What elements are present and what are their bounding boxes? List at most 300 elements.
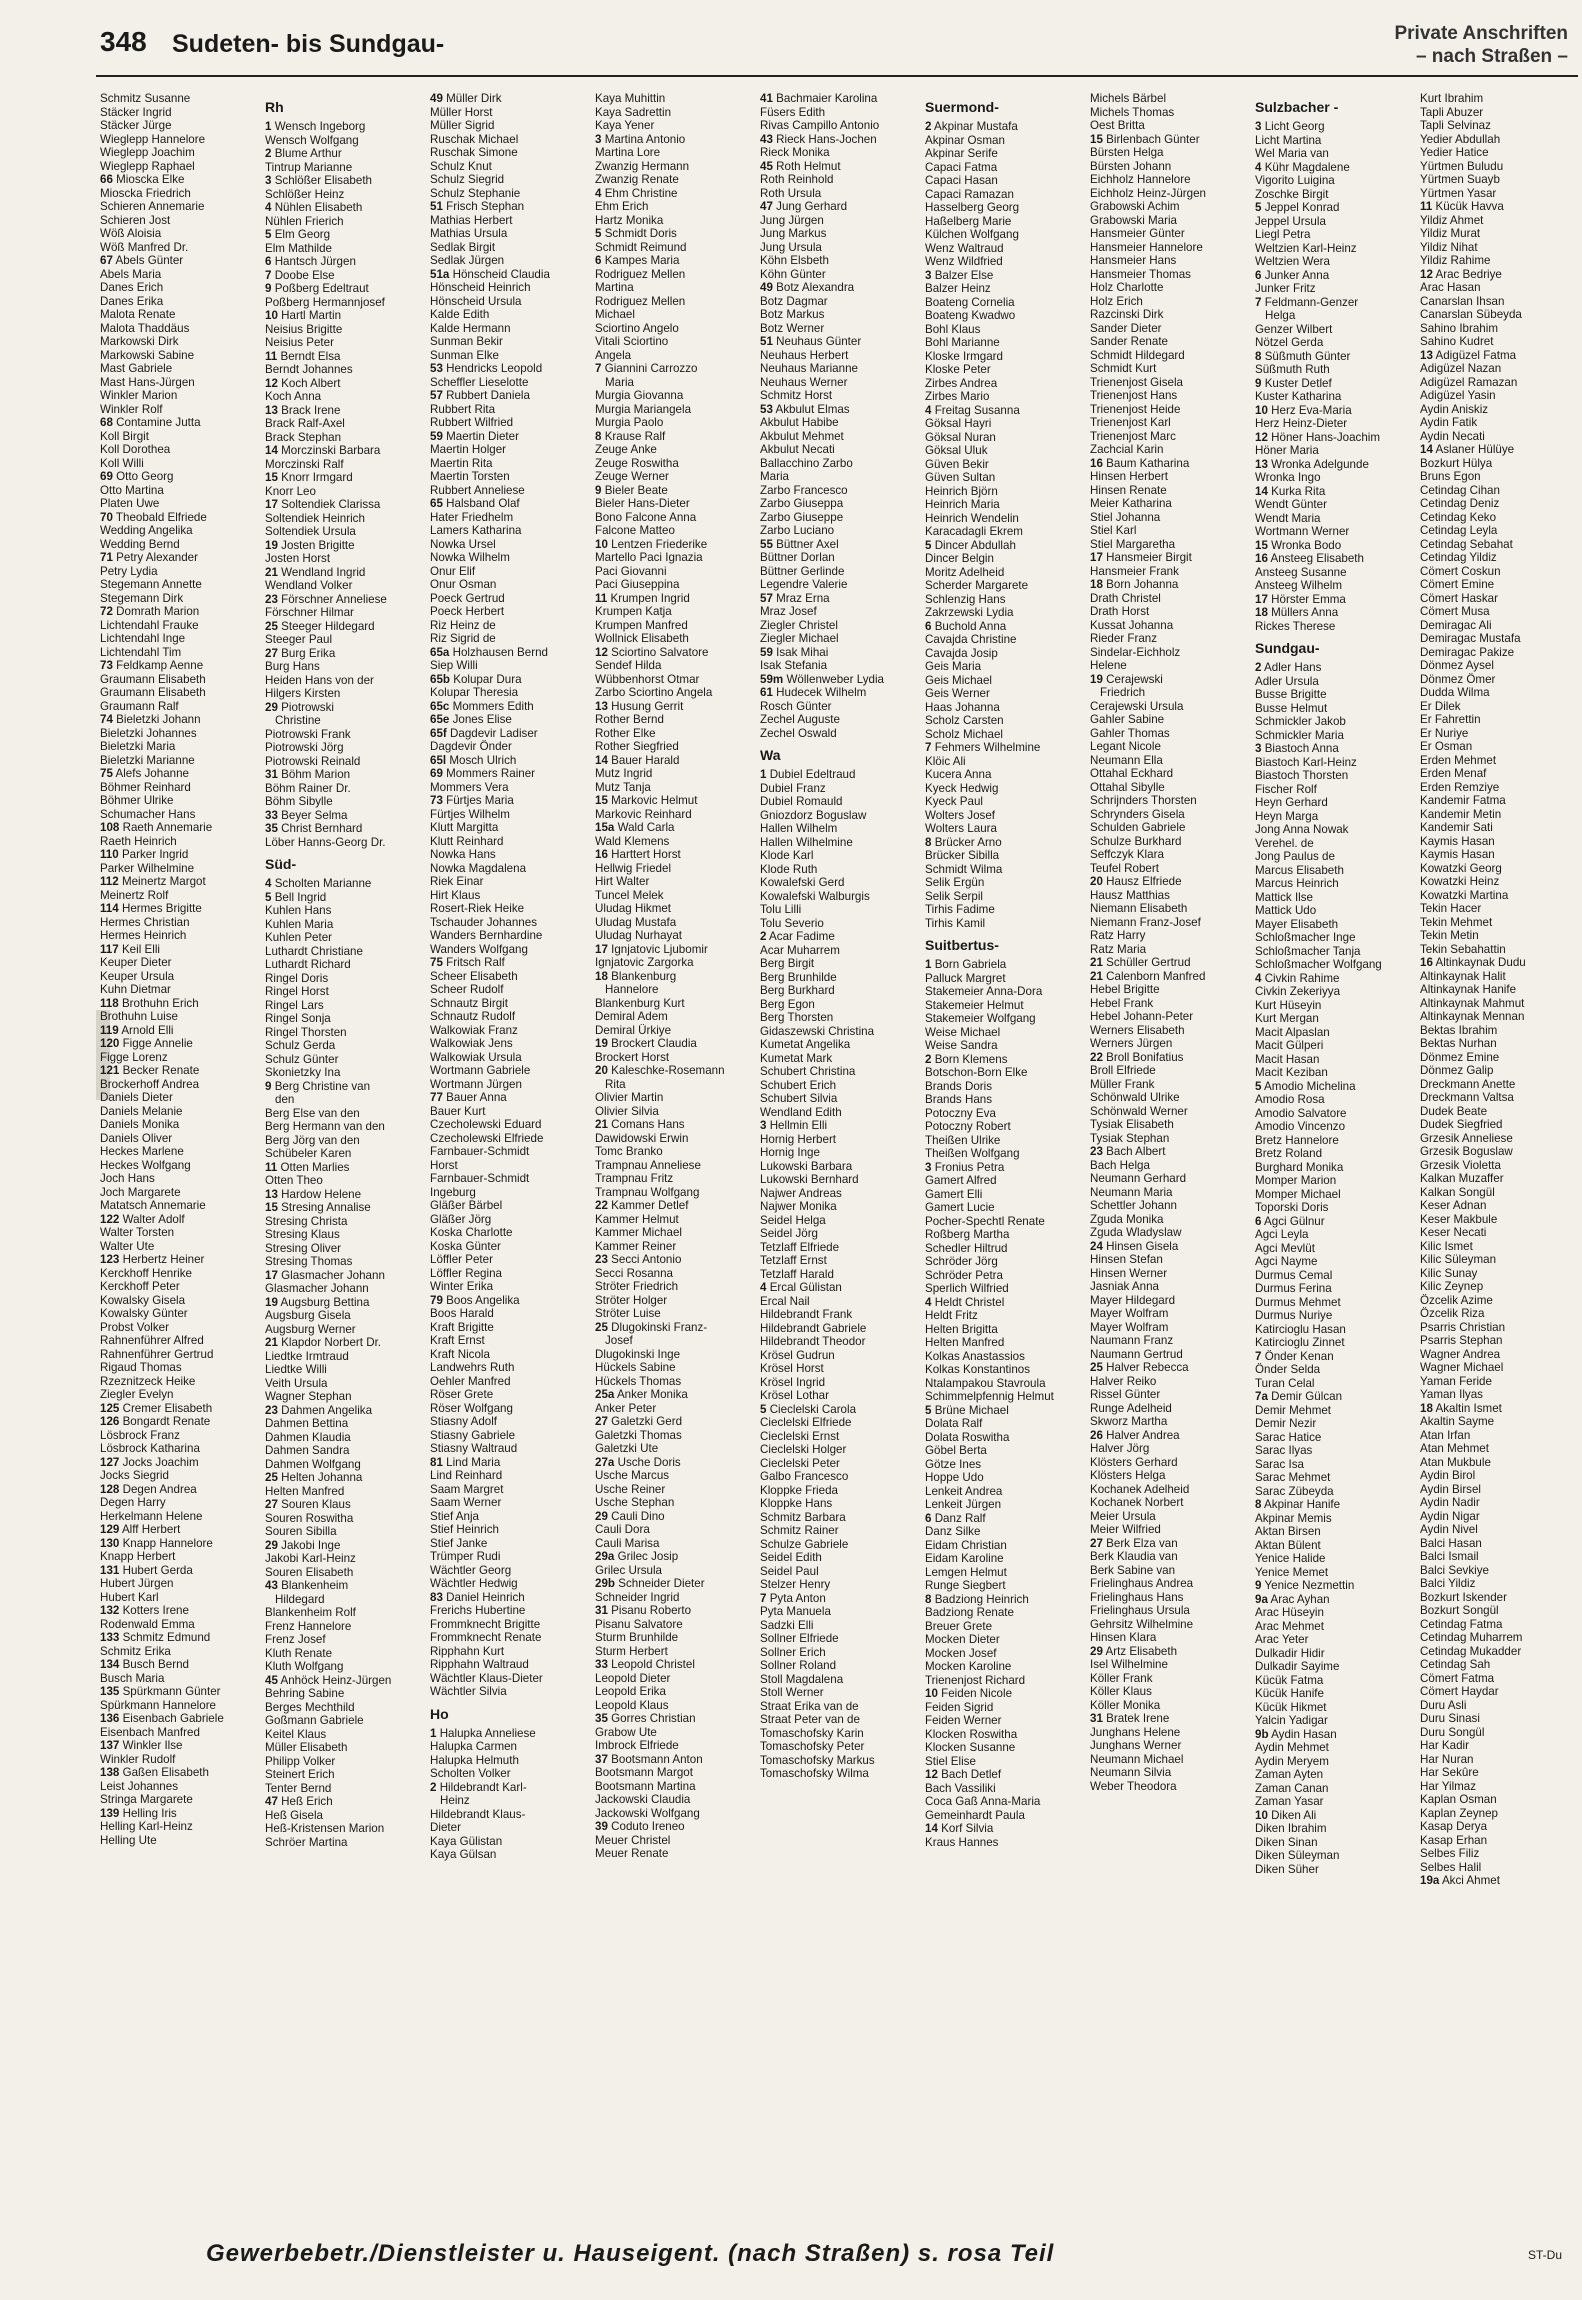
directory-entry: Zirbes Mario — [925, 390, 990, 403]
directory-entry: Aydin Aniskiz — [1420, 402, 1489, 416]
directory-entry — [100, 1564, 259, 1578]
resident-name: Adler Hans — [1264, 661, 1322, 674]
house-number: 9 — [1255, 1579, 1262, 1592]
directory-entry: Gläßer Bärbel — [430, 1199, 503, 1212]
directory-entry: Grilec Ursula — [595, 1563, 662, 1577]
directory-entry: Soltendiek Ursula — [265, 525, 356, 538]
directory-entry — [1090, 1240, 1249, 1254]
directory-entry — [595, 754, 754, 768]
directory-entry: Lichtendahl Frauke — [100, 618, 199, 632]
directory-entry: Heinrich Wendelin — [925, 511, 1019, 525]
house-number: 8 — [1255, 349, 1262, 363]
street-heading: Ho — [430, 1705, 449, 1722]
directory-entry: Luthardt Christiane — [265, 944, 363, 958]
directory-entry: Durmus Ferina — [1255, 1282, 1332, 1295]
house-number: 17 — [1255, 592, 1268, 606]
directory-entry — [265, 269, 424, 283]
directory-entry: Sarac Zübeyda — [1255, 1484, 1334, 1498]
house-number: 12 — [1255, 430, 1268, 444]
directory-entry: Scholten Volker — [430, 1767, 511, 1780]
resident-name: Boos Angelika — [446, 1293, 520, 1307]
directory-entry: Bozkurt Songül — [1420, 1604, 1499, 1617]
directory-entry — [265, 404, 424, 418]
directory-entry: Dreckmann Anette — [1420, 1077, 1516, 1091]
directory-entry — [100, 470, 259, 484]
house-number: 18 — [1255, 606, 1268, 619]
directory-entry: Winkler Marion — [100, 389, 178, 402]
directory-entry: Scholz Carsten — [925, 714, 1004, 727]
directory-entry: Schlenzig Hans — [925, 592, 1006, 606]
directory-entry: Wöß Manfred Dr. — [100, 240, 189, 254]
directory-entry: Leopold Erika — [595, 1685, 666, 1698]
directory-entry: Neumann Gerhard — [1090, 1172, 1187, 1185]
house-number: 9b — [1255, 1727, 1269, 1741]
resident-name: Grilec Josip — [617, 1550, 679, 1563]
resident-name: Born Gabriela — [934, 958, 1007, 971]
directory-entry — [1090, 1712, 1249, 1726]
house-number: 17 — [1090, 551, 1103, 564]
directory-entry: Mast Gabriele — [100, 362, 173, 375]
directory-entry: Wagner Stephan — [265, 1390, 352, 1403]
directory-entry: Adigüzel Yasin — [1420, 389, 1496, 402]
directory-entry: Grzesik Violetta — [1420, 1158, 1501, 1172]
directory-entry: Krumpen Manfred — [595, 618, 688, 632]
directory-entry: Hermes Heinrich — [100, 929, 187, 942]
directory-entry: Knapp Herbert — [100, 1550, 176, 1563]
house-number: 41 — [760, 92, 773, 105]
house-number: 59 — [760, 645, 773, 659]
directory-entry: Dubiel Romauld — [760, 795, 843, 808]
directory-entry: Dawidowski Erwin — [595, 1131, 689, 1145]
directory-entry: Ströter Holger — [595, 1293, 668, 1307]
directory-entry: Bohl Marianne — [925, 336, 1000, 349]
resident-name: Gorres Christian — [611, 1712, 696, 1725]
directory-entry — [1420, 443, 1579, 457]
directory-entry: Heyn Marga — [1255, 809, 1319, 823]
directory-entry: Kücük Hanife — [1255, 1687, 1324, 1700]
directory-entry: Walter Torsten — [100, 1226, 175, 1239]
directory-entry — [1255, 485, 1414, 499]
directory-entry: Er Osman — [1420, 740, 1473, 753]
resident-name: Schmitz Edmund — [122, 1631, 211, 1644]
resident-name: Calenborn Manfred — [1106, 969, 1206, 983]
directory-entry: Lind Reinhard — [430, 1469, 503, 1482]
directory-entry: Keser Adnan — [1420, 1199, 1487, 1212]
directory-entry: Trienenjost Karl — [1090, 416, 1171, 429]
house-number: 8 — [925, 835, 932, 849]
directory-entry: Sarac Ilyas — [1255, 1444, 1313, 1457]
directory-entry — [430, 92, 589, 106]
directory-entry: Seidel Edith — [760, 1551, 822, 1564]
directory-entry: Liedtke Irmtraud — [265, 1349, 349, 1363]
directory-entry: Atan Mehmet — [1420, 1442, 1489, 1455]
directory-entry: Wübbenhorst Otmar — [595, 672, 700, 686]
directory-entry: Scherder Margarete — [925, 579, 1029, 592]
directory-entry: Schmidt Kurt — [1090, 362, 1157, 375]
resident-name: Glasmacher Johann — [281, 1268, 385, 1282]
house-number: 8 — [595, 429, 602, 443]
directory-entry — [1255, 161, 1414, 175]
directory-entry: Stäcker Jürge — [100, 119, 172, 132]
directory-entry: Rieder Franz — [1090, 632, 1158, 645]
directory-entry: Zguda Wladyslaw — [1090, 1226, 1182, 1239]
directory-entry: Kolkas Anastassios — [925, 1349, 1025, 1363]
directory-entry: Stelzer Henry — [760, 1578, 831, 1591]
directory-entry: Lukowski Bernhard — [760, 1173, 859, 1186]
directory-entry: Göbel Berta — [925, 1444, 987, 1457]
resident-name: Comans Hans — [611, 1118, 685, 1131]
house-number: 17 — [595, 942, 608, 956]
resident-name: Roth Helmut — [776, 159, 841, 173]
directory-entry: Schlößer Heinz — [265, 187, 345, 201]
directory-entry: Helten Manfred — [925, 1336, 1005, 1349]
directory-entry: Kücük Fatma — [1255, 1673, 1324, 1687]
house-number: 23 — [595, 1253, 608, 1266]
directory-entry: Niemann Elisabeth — [1090, 902, 1188, 915]
directory-entry — [595, 1658, 754, 1672]
resident-name: Gaßen Elisabeth — [122, 1766, 209, 1779]
directory-entry: Bretz Roland — [1255, 1147, 1323, 1160]
directory-entry — [925, 1593, 1084, 1607]
directory-entry: Cömert Musa — [1420, 605, 1490, 618]
directory-entry — [100, 1064, 259, 1078]
directory-entry: Halver Reiko — [1090, 1374, 1157, 1388]
directory-entry: Schönwald Ulrike — [1090, 1091, 1180, 1104]
resident-name: Usche Doris — [617, 1455, 681, 1469]
resident-name: Cauli Dino — [611, 1509, 665, 1523]
directory-entry: Tomaschofsky Wilma — [760, 1767, 869, 1780]
directory-entry: Tschauder Johannes — [430, 915, 537, 929]
resident-name: Ignjatovic Ljubomir — [611, 942, 708, 956]
directory-entry: Zeuge Anke — [595, 443, 657, 456]
resident-name: Müller Dirk — [446, 92, 502, 105]
directory-entry: Durmus Mehmet — [1255, 1295, 1341, 1309]
directory-entry — [430, 1456, 589, 1470]
directory-entry: Koll Dorothea — [100, 443, 171, 456]
directory-entry — [595, 1820, 754, 1834]
directory-entry: Kasap Erhan — [1420, 1833, 1488, 1847]
directory-entry: Rodriguez Mellen — [595, 267, 686, 281]
directory-column-6 — [921, 92, 1086, 2222]
resident-name: Eisenbach Gabriele — [122, 1712, 224, 1725]
directory-entry: Höner Maria — [1255, 444, 1319, 457]
directory-entry — [1420, 1874, 1579, 1888]
resident-name: Scholten Marianne — [274, 877, 372, 890]
directory-entry: Walkowiak Jens — [430, 1037, 513, 1050]
directory-entry — [265, 877, 424, 891]
directory-entry — [265, 1579, 424, 1593]
resident-name: Fehmers Wilhelmine — [934, 741, 1041, 754]
resident-name: Anhöck Heinz-Jürgen — [280, 1673, 392, 1687]
directory-entry: Usche Stephan — [595, 1496, 675, 1509]
directory-entry: Ströter Luise — [595, 1307, 661, 1320]
resident-name: Martina Antonio — [604, 132, 686, 146]
directory-entry: Arac Hasan — [1420, 281, 1481, 294]
house-number: 7a — [1255, 1390, 1268, 1403]
directory-entry — [595, 187, 754, 201]
directory-entry: Ansteeg Wilhelm — [1255, 579, 1342, 592]
resident-name: Mosch Ulrich — [449, 753, 517, 767]
directory-entry: Weber Theodora — [1090, 1779, 1177, 1793]
directory-entry: Amodio Rosa — [1255, 1093, 1325, 1106]
directory-entry: Frerichs Hubertine — [430, 1604, 526, 1617]
directory-entry — [595, 1577, 754, 1591]
section-title-line1: Private Anschriften — [1394, 23, 1568, 44]
directory-entry: Berges Mechthild — [265, 1700, 355, 1714]
directory-entry: Berndt Johannes — [265, 363, 353, 376]
directory-entry — [265, 174, 424, 188]
directory-entry: Roßberg Martha — [925, 1228, 1010, 1241]
directory-entry: Mast Hans-Jürgen — [100, 375, 195, 389]
directory-entry: Ziegler Christel — [760, 618, 838, 632]
directory-entry: Meinertz Rolf — [100, 888, 169, 902]
directory-entry: Cieclelski Elfriede — [760, 1416, 852, 1429]
directory-entry — [1255, 1498, 1414, 1512]
directory-entry: Tekin Sebahattin — [1420, 942, 1506, 956]
directory-entry: Botschon-Born Elke — [925, 1066, 1028, 1079]
directory-entry: Pisanu Salvatore — [595, 1617, 683, 1631]
house-number: 75 — [430, 956, 443, 969]
house-number: 6 — [265, 255, 272, 268]
directory-entry: Wedding Bernd — [100, 537, 180, 551]
directory-entry: Zeuge Werner — [595, 470, 669, 483]
resident-name: Jones Elise — [452, 713, 512, 726]
directory-entry: Wanders Wolfgang — [430, 942, 528, 956]
directory-entry — [100, 551, 259, 565]
directory-entry — [1255, 1080, 1414, 1094]
directory-entry: Civkin Zekeriyya — [1255, 985, 1341, 998]
directory-entry: Runge Siegbert — [925, 1579, 1006, 1592]
directory-entry — [925, 1512, 1084, 1526]
directory-entry: Gahler Thomas — [1090, 726, 1170, 740]
directory-entry: Hebel Frank — [1090, 996, 1154, 1010]
directory-entry: Sindelar-Eichholz — [1090, 645, 1181, 659]
directory-entry: Augsburg Gisela — [265, 1309, 351, 1322]
directory-entry: Naumann Gertrud — [1090, 1347, 1183, 1361]
directory-entry-continuation: Hannelore — [605, 983, 659, 996]
directory-entry: Mutz Ingrid — [595, 767, 653, 780]
directory-entry — [1090, 1537, 1249, 1551]
directory-entry: Mattick Udo — [1255, 904, 1317, 917]
directory-entry: Dlugokinski Inge — [595, 1347, 681, 1361]
directory-entry — [1420, 349, 1579, 363]
directory-entry — [1255, 431, 1414, 445]
directory-entry — [265, 593, 424, 607]
directory-entry — [595, 794, 754, 808]
directory-entry — [925, 120, 1084, 134]
resident-name: Cremer Elisabeth — [122, 1401, 213, 1415]
directory-entry: Sendef Hilda — [595, 659, 662, 672]
resident-name: Bauer Harald — [611, 753, 680, 767]
resident-name: Lind Maria — [446, 1455, 501, 1469]
directory-entry: Kraft Ernst — [430, 1334, 485, 1347]
directory-entry: Legant Nicole — [1090, 740, 1161, 753]
directory-entry: Hinsen Renate — [1090, 483, 1167, 497]
directory-entry — [925, 620, 1084, 634]
directory-entry: Sollner Roland — [760, 1659, 837, 1672]
directory-entry: Canarslan Sübeyda — [1420, 308, 1522, 321]
resident-name: Isak Mihai — [776, 645, 829, 659]
directory-entry: Kloppke Hans — [760, 1497, 833, 1510]
directory-entry: Sunman Elke — [430, 348, 499, 362]
directory-entry — [100, 1739, 259, 1753]
directory-entry — [265, 1336, 424, 1350]
house-number: 13 — [265, 1187, 278, 1201]
directory-entry: Winter Erika — [430, 1280, 494, 1293]
directory-entry: Botz Werner — [760, 321, 825, 335]
directory-entry — [100, 713, 259, 727]
directory-entry — [1090, 1361, 1249, 1375]
directory-entry — [430, 754, 589, 768]
directory-entry: Brockerhoff Andrea — [100, 1077, 200, 1091]
directory-entry: Tomc Branko — [595, 1145, 663, 1158]
directory-entry: Wagner Michael — [1420, 1361, 1504, 1374]
street-heading: Sundgau- — [1255, 640, 1320, 656]
directory-entry: Bürsten Helga — [1090, 146, 1164, 159]
resident-name: Korf Silvia — [941, 1822, 994, 1835]
directory-entry: Isel Wilhelmine — [1090, 1658, 1168, 1671]
directory-entry: Göksal Hayri — [925, 417, 992, 430]
directory-entry: Kumetat Mark — [760, 1051, 833, 1065]
directory-entry: Otto Martina — [100, 483, 164, 497]
house-number: 135 — [100, 1685, 120, 1698]
directory-entry — [760, 92, 919, 106]
directory-entry: Sollner Elfriede — [760, 1632, 839, 1645]
resident-name: Walter Adolf — [122, 1212, 185, 1226]
directory-entry: Stakemeier Helmut — [925, 998, 1024, 1012]
directory-entry: Gläßer Jörg — [430, 1212, 492, 1226]
directory-entry — [1090, 457, 1249, 471]
directory-entry: Saam Werner — [430, 1496, 502, 1509]
resident-name: Kampes Maria — [604, 254, 680, 267]
directory-entry — [265, 228, 424, 242]
directory-entry: Rubbert Rita — [430, 402, 496, 416]
resident-name: Hansmeier Birgit — [1106, 551, 1192, 564]
directory-entry: Schübeler Karen — [265, 1147, 352, 1160]
directory-entry: Sturm Brunhilde — [595, 1631, 679, 1644]
directory-entry — [430, 1781, 589, 1795]
directory-entry: Ottahal Sibylle — [1090, 780, 1165, 794]
directory-entry: Kaymis Hasan — [1420, 848, 1495, 861]
house-number: 119 — [100, 1023, 119, 1037]
directory-entry — [100, 1523, 259, 1537]
directory-entry: Zwanzig Hermann — [595, 159, 690, 173]
directory-entry: Badziong Renate — [925, 1606, 1014, 1619]
directory-entry: Roth Reinhold — [760, 173, 834, 186]
directory-entry: Daniels Monika — [100, 1118, 180, 1131]
directory-entry: Kolkas Konstantinos — [925, 1363, 1031, 1376]
directory-entry — [100, 821, 259, 835]
directory-entry: Haßelberg Marie — [925, 214, 1012, 228]
directory-entry: Sperlich Wilfried — [925, 1282, 1009, 1295]
resident-name: Theobald Elfriede — [115, 510, 207, 524]
directory-entry: Maertin Holger — [430, 443, 507, 456]
directory-entry: Macit Keziban — [1255, 1066, 1328, 1079]
house-number: 13 — [595, 699, 608, 713]
directory-entry: Kussat Johanna — [1090, 618, 1174, 632]
house-number: 3 — [760, 1119, 767, 1132]
directory-entry: Najwer Andreas — [760, 1186, 842, 1200]
directory-entry: Akpinar Memis — [1255, 1511, 1332, 1525]
directory-entry: Markovic Reinhard — [595, 807, 692, 821]
resident-name: Becker Renate — [122, 1064, 200, 1077]
directory-entry: Zarbo Francesco — [760, 483, 848, 497]
resident-name: Hendricks Leopold — [446, 362, 543, 375]
directory-entry: Mraz Josef — [760, 605, 817, 618]
directory-entry: Zguda Monika — [1090, 1212, 1164, 1226]
directory-entry: Behring Sabine — [265, 1687, 345, 1700]
directory-entry: Berk Sabine van — [1090, 1563, 1176, 1577]
directory-entry: Schröder Petra — [925, 1268, 1003, 1282]
directory-entry — [1255, 593, 1414, 607]
directory-entry: Tenter Bernd — [265, 1781, 332, 1795]
directory-entry: Köller Monika — [1090, 1698, 1161, 1712]
directory-entry: Rosert-Riek Heike — [430, 902, 525, 915]
directory-entry: Demir Nezir — [1255, 1417, 1317, 1430]
directory-entry: Selbes Filiz — [1420, 1847, 1480, 1860]
directory-entry — [1420, 268, 1579, 282]
house-number: 4 — [265, 201, 272, 214]
house-number: 1 — [265, 120, 272, 133]
directory-entry — [265, 566, 424, 580]
resident-name: Mraz Erna — [776, 591, 830, 605]
directory-entry: Ziegler Evelyn — [100, 1388, 174, 1401]
directory-entry: Riek Einar — [430, 875, 484, 888]
house-number: 133 — [100, 1631, 120, 1644]
directory-entry: Altinkaynak Mahmut — [1420, 996, 1525, 1010]
resident-name: Balzer Else — [934, 268, 994, 282]
directory-entry: Trienenjost Heide — [1090, 402, 1181, 416]
house-number: 5 — [925, 1403, 932, 1417]
resident-name: Bell Ingrid — [274, 890, 327, 904]
house-number: 120 — [100, 1037, 120, 1050]
resident-name: Koch Albert — [281, 376, 341, 390]
directory-entry: Busse Brigitte — [1255, 688, 1327, 701]
directory-entry: Ringel Thorsten — [265, 1025, 347, 1039]
directory-entry: Rzeznitzeck Heike — [100, 1374, 196, 1388]
directory-entry: Kumetat Angelika — [760, 1038, 851, 1051]
directory-entry — [430, 389, 589, 403]
house-number: 21 — [1090, 956, 1103, 969]
directory-entry: Bach Helga — [1090, 1158, 1150, 1172]
directory-entry — [925, 836, 1084, 850]
directory-entry: Seffczyk Klara — [1090, 848, 1164, 861]
directory-entry: Elm Mathilde — [265, 241, 333, 255]
directory-entry: Köhn Günter — [760, 267, 826, 281]
house-number: 118 — [100, 996, 119, 1010]
house-number: 3 — [925, 1160, 932, 1174]
directory-entry: Mayer Hildegard — [1090, 1293, 1176, 1307]
directory-column-5 — [756, 92, 921, 2222]
directory-column-7 — [1086, 92, 1251, 2222]
directory-entry: Cetindag Sebahat — [1420, 537, 1513, 551]
resident-name: Galetzki Gerd — [611, 1415, 683, 1428]
house-number: 131 — [100, 1563, 120, 1577]
directory-entry: Farnbauer-Schmidt — [430, 1145, 530, 1158]
directory-entry — [100, 1415, 259, 1429]
house-number: 24 — [1090, 1239, 1103, 1253]
directory-entry — [1090, 1145, 1249, 1159]
directory-entry: Rother Elke — [595, 726, 656, 740]
house-number: 7 — [265, 268, 272, 282]
directory-entry: Yildiz Murat — [1420, 227, 1481, 240]
resident-name: Otto Georg — [116, 470, 174, 483]
directory-entry: Czecholewski Elfriede — [430, 1131, 544, 1145]
directory-column-3 — [426, 92, 591, 2222]
directory-entry: Schulden Gabriele — [1090, 821, 1186, 834]
directory-entry: Halver Jörg — [1090, 1442, 1150, 1455]
directory-entry: Schieren Jost — [100, 213, 171, 227]
